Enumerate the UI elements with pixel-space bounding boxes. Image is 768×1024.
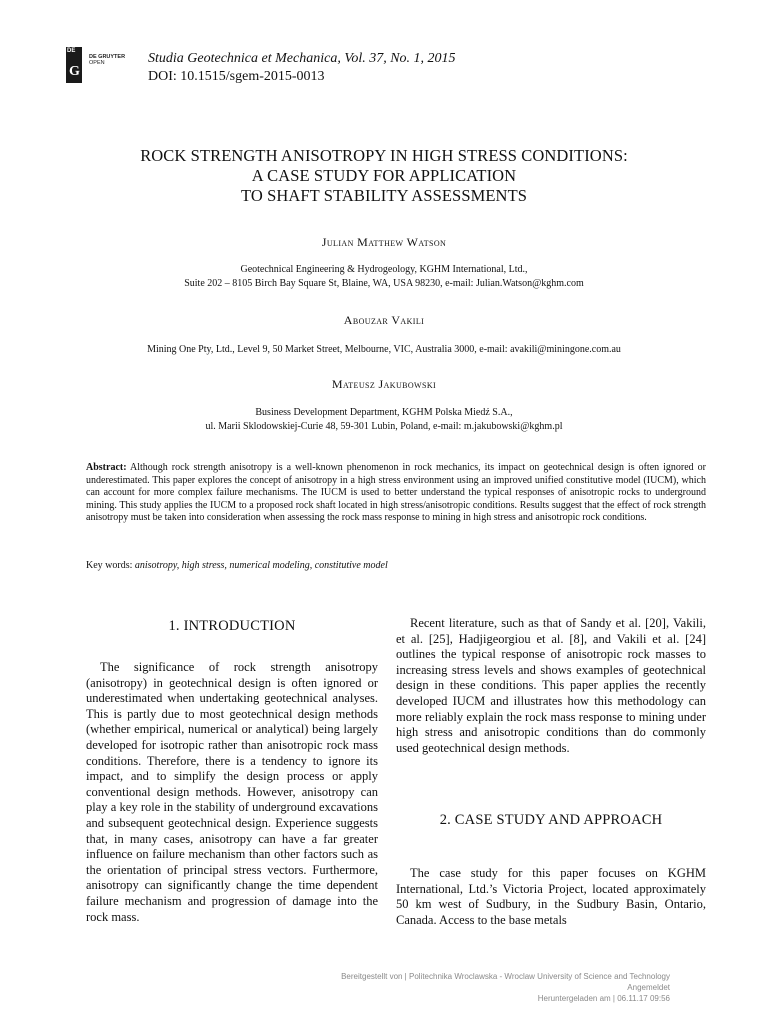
publisher-name [89,54,125,66]
author-affiliation [0,343,768,357]
paragraph: Recent literature, such as that of Sandy et al. [20], Vakili, et al. [25], Hadjigeorgiou et al. [8], and Vakili et al. [24] outlines the typical response of anisotropic rock masses to increasing stress levels and shows examples of geotechnical design in these conditions. This paper applies the recently developed IUCM and illustrates how this methodology can more reliably explain the rock mass response to mining under high stress and anisotropic conditions than do commonly used geotechnical design methods. [396,616,706,755]
publisher-logo [66,47,82,83]
keywords-label: Key words: [86,560,133,571]
paragraph: The significance of rock strength anisotropy (anisotropy) in geotechnical design is often ignored or underestimated when undertaking geotechnical analyses. This is partly due to most geotechnical design methods (whether empirical, numerical or analytical) being largely developed for isotropic rather than anisotropic rock mass conditions. Therefore, there is a tendency to ignore its impact, and to simplify the design process or apply conventional design methods. However, anisotropy can play a key role in the stability of underground excavations and subsequent geotechnical design. Experience suggests that, in many cases, anisotropy can have a far greater influence on failure mechanism than other factors such as the orientation of principal stress vectors. Furthermore, anisotropy can significantly change the time dependent failure mechanism and progression of damage into the rock mass. [86,660,378,924]
paper-title [0,146,768,206]
paragraph: The case study for this paper focuses on KGHM International, Ltd.’s Victoria Project, located approximately 50 km west of Sudbury, in the Sudbury Basin, Ontario, Canada. Access to the base metals [396,866,706,927]
footer-line: Heruntergeladen am | 06.11.17 09:56 [537,994,670,1003]
doi: DOI: 10.1515/sgem-2015-0013 [148,69,325,84]
abstract-label: Abstract: [86,462,127,473]
body-column-right-continued [396,866,706,928]
author-affiliation [0,406,768,434]
logo-g-text: G [69,64,80,79]
affiliation-line: Business Development Department, KGHM Polska Miedź S.A., [255,407,513,418]
download-footer [341,971,670,1004]
abstract [86,462,706,525]
journal-citation: Studia Geotechnica et Mechanica, Vol. 37, No. 1, 2015 [148,51,456,66]
body-column-right [396,616,706,756]
keywords [86,560,706,571]
author-name: Abouzar Vakili [343,313,425,327]
logo-de-text: DE [67,48,76,54]
publisher-open-label: OPEN [89,60,105,66]
section-heading-case-study: 2. CASE STUDY AND APPROACH [439,812,663,828]
author-affiliation [0,263,768,291]
title-line-3: TO SHAFT STABILITY ASSESSMENTS [240,186,528,205]
section-heading-introduction: 1. INTRODUCTION [168,618,296,634]
title-line-2: A CASE STUDY FOR APPLICATION [251,166,517,185]
keywords-text: anisotropy, high stress, numerical modeling, constitutive model [134,560,388,571]
body-column-left [86,660,378,925]
footer-line: Angemeldet [627,983,670,992]
author-name: Mateusz Jakubowski [331,377,437,391]
affiliation-line: Mining One Pty, Ltd., Level 9, 50 Market Street, Melbourne, VIC, Australia 3000, e-mail: avakili@miningone.com.au [147,344,621,355]
author-name: Julian Matthew Watson [321,235,447,249]
affiliation-line: ul. Marii Sklodowskiej-Curie 48, 59-301 Lubin, Poland, e-mail: m.jakubowski@kghm.pl [205,421,563,432]
affiliation-line: Suite 202 – 8105 Birch Bay Square St, Blaine, WA, USA 98230, e-mail: Julian.Watson@kghm.com [184,278,584,289]
title-line-1: ROCK STRENGTH ANISOTROPY IN HIGH STRESS CONDITIONS: [140,146,628,165]
affiliation-line: Geotechnical Engineering & Hydrogeology, KGHM International, Ltd., [240,264,528,275]
footer-line: Bereitgestellt von | Politechnika Wroclawska - Wroclaw University of Science and Technology [341,972,670,981]
publisher-label: DE GRUYTER [89,54,126,60]
abstract-text: Although rock strength anisotropy is a well-known phenomenon in rock mechanics, its impact on geotechnical design is often ignored or underestimated. This paper explores the concept of anisotropy in a high stress environment using an improved unified constitutive model (IUCM), which can account for more complex failure mechanisms. The IUCM is used to better understand the typical responses of anisotropic rocks to underground mining. This study applies the IUCM to a proposed rock shaft located in high stress/anisotropic conditions. Results suggest that the effect of rock strength anisotropy must be taken into consideration when assessing the rock mass response to mining in high stress and anisotropic rock conditions. [86,462,707,524]
